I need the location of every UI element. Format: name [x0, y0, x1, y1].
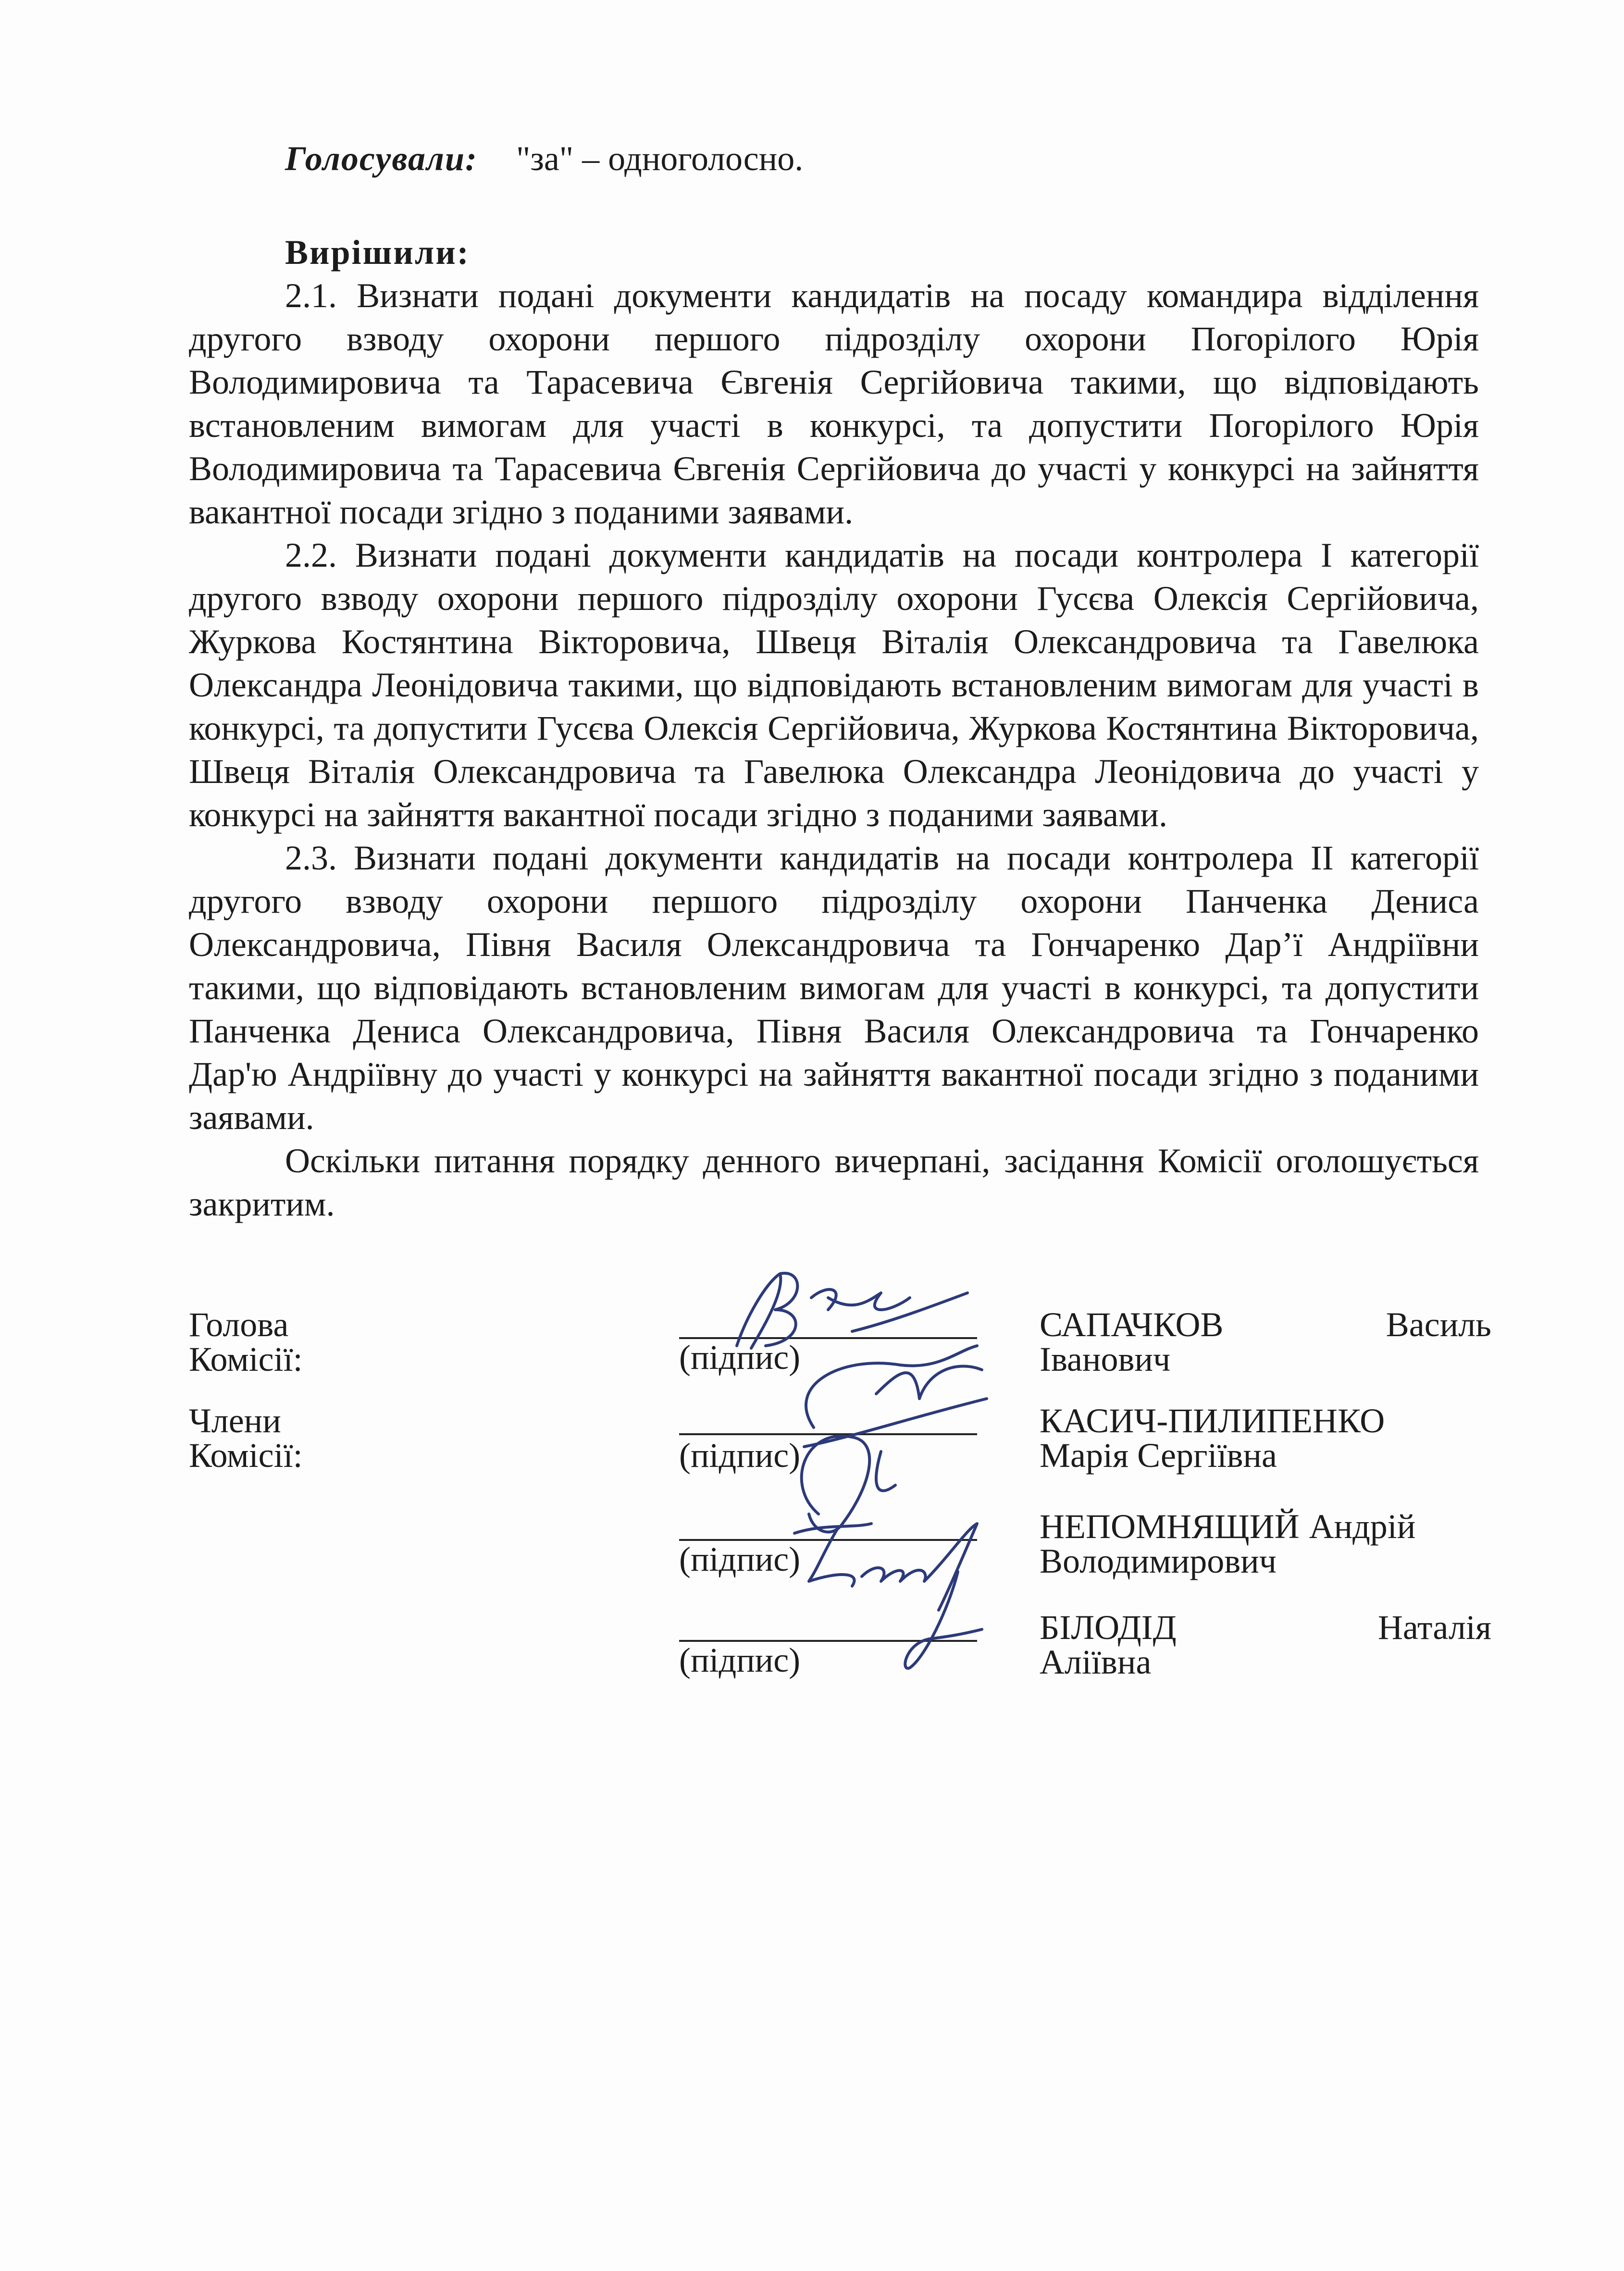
chair-name [1040, 1307, 1491, 1377]
chair-role [189, 1307, 381, 1377]
member-3-surname: БІЛОДІД [1040, 1608, 1177, 1647]
signature-section [189, 1298, 1491, 1730]
member-3-name [1040, 1610, 1491, 1679]
chair-role-line1: Голова [189, 1305, 289, 1344]
member-3-signature-caption: (підпис) [679, 1641, 801, 1679]
member-2-surname: НЕПОМНЯЩИЙ [1040, 1507, 1300, 1546]
chair-role-line2: Комісії: [189, 1340, 303, 1378]
members-role-line1: Члени [189, 1402, 281, 1440]
vote-label: Голосували: [285, 139, 478, 178]
member-1-second-line: Марія Сергіївна [1040, 1436, 1277, 1475]
chair-surname: САПАЧКОВ [1040, 1305, 1224, 1344]
member-2-first-name: Андрій [1309, 1507, 1416, 1546]
decision-paragraph-2-3: 2.3. Визнати подані документи кандидатів на посади контролера ІІ категорії другого взводу охорони першого підрозділу охорони Панченка Дениса Олександровича, Півня Василя Олександровича та Гончаренко Дар’ї Андріївни такими, що відповідають встановленим вимогам для участі в конкурсі, та допустити Панченка Дениса Олександровича, Півня Василя Олександровича та Гончаренко Дар'ю Андріївну до участі у конкурсі на зайняття вакантної посади згідно з поданими заявами. [189, 839, 1479, 1137]
member-2-second-line: Володимирович [1040, 1542, 1277, 1580]
member-3-second-line: Аліївна [1040, 1643, 1152, 1681]
vote-value: "за" – одноголосно. [516, 139, 804, 178]
member-1-surname: КАСИЧ-ПИЛИПЕНКО [1040, 1402, 1385, 1440]
decision-paragraph-2-1: 2.1. Визнати подані документи кандидатів на посаду командира відділення другого взводу охорони першого підрозділу охорони Погорілого Юрія Володимировича та Тарасевича Євгенія Сергійовича такими, що відповідають встановленим вимогам для участі в конкурсі, та допустити Погорілого Юрія Володимировича та Тарасевича Євгенія Сергійовича до участі у конкурсі на зайняття вакантної посади згідно з поданими заявами. [189, 276, 1479, 531]
chair-patronymic: Іванович [1040, 1340, 1171, 1378]
member-3-handwritten-signature [766, 1514, 1006, 1687]
document-body [189, 130, 1479, 1226]
chair-first-name: Василь [1386, 1305, 1491, 1344]
chair-signature-caption: (підпис) [679, 1338, 801, 1377]
decision-paragraph-2-2: 2.2. Визнати подані документи кандидатів на посади контролера І категорії другого взводу охорони першого підрозділу охорони Гусєва Олексія Сергійовича, Журкова Костянтина Вікторовича, Швеця Віталія Олександровича та Гавелюка Олександра Леонідовича такими, що відповідають встановленим вимогам для участі в конкурсі, та допустити Гусєва Олексія Сергійовича, Журкова Костянтина Вікторовича, Швеця Віталія Олександровича та Гавелюка Олександра Леонідовича до участі у конкурсі на зайняття вакантної посади згідно з поданими заявами. [189, 536, 1479, 834]
member-2-name [1040, 1509, 1491, 1578]
member-1-signature-caption: (підпис) [679, 1436, 801, 1475]
members-role-line2: Комісії: [189, 1436, 303, 1475]
members-role [189, 1403, 381, 1473]
member-3-first-name: Наталія [1377, 1608, 1491, 1647]
member-2-signature-caption: (підпис) [679, 1540, 801, 1578]
vote-line [189, 130, 1479, 187]
closing-paragraph: Оскільки питання порядку денного вичерпані, засідання Комісії оголошується закритим. [189, 1142, 1479, 1223]
decided-heading: Вирішили: [285, 233, 470, 272]
member-1-name [1040, 1403, 1491, 1473]
